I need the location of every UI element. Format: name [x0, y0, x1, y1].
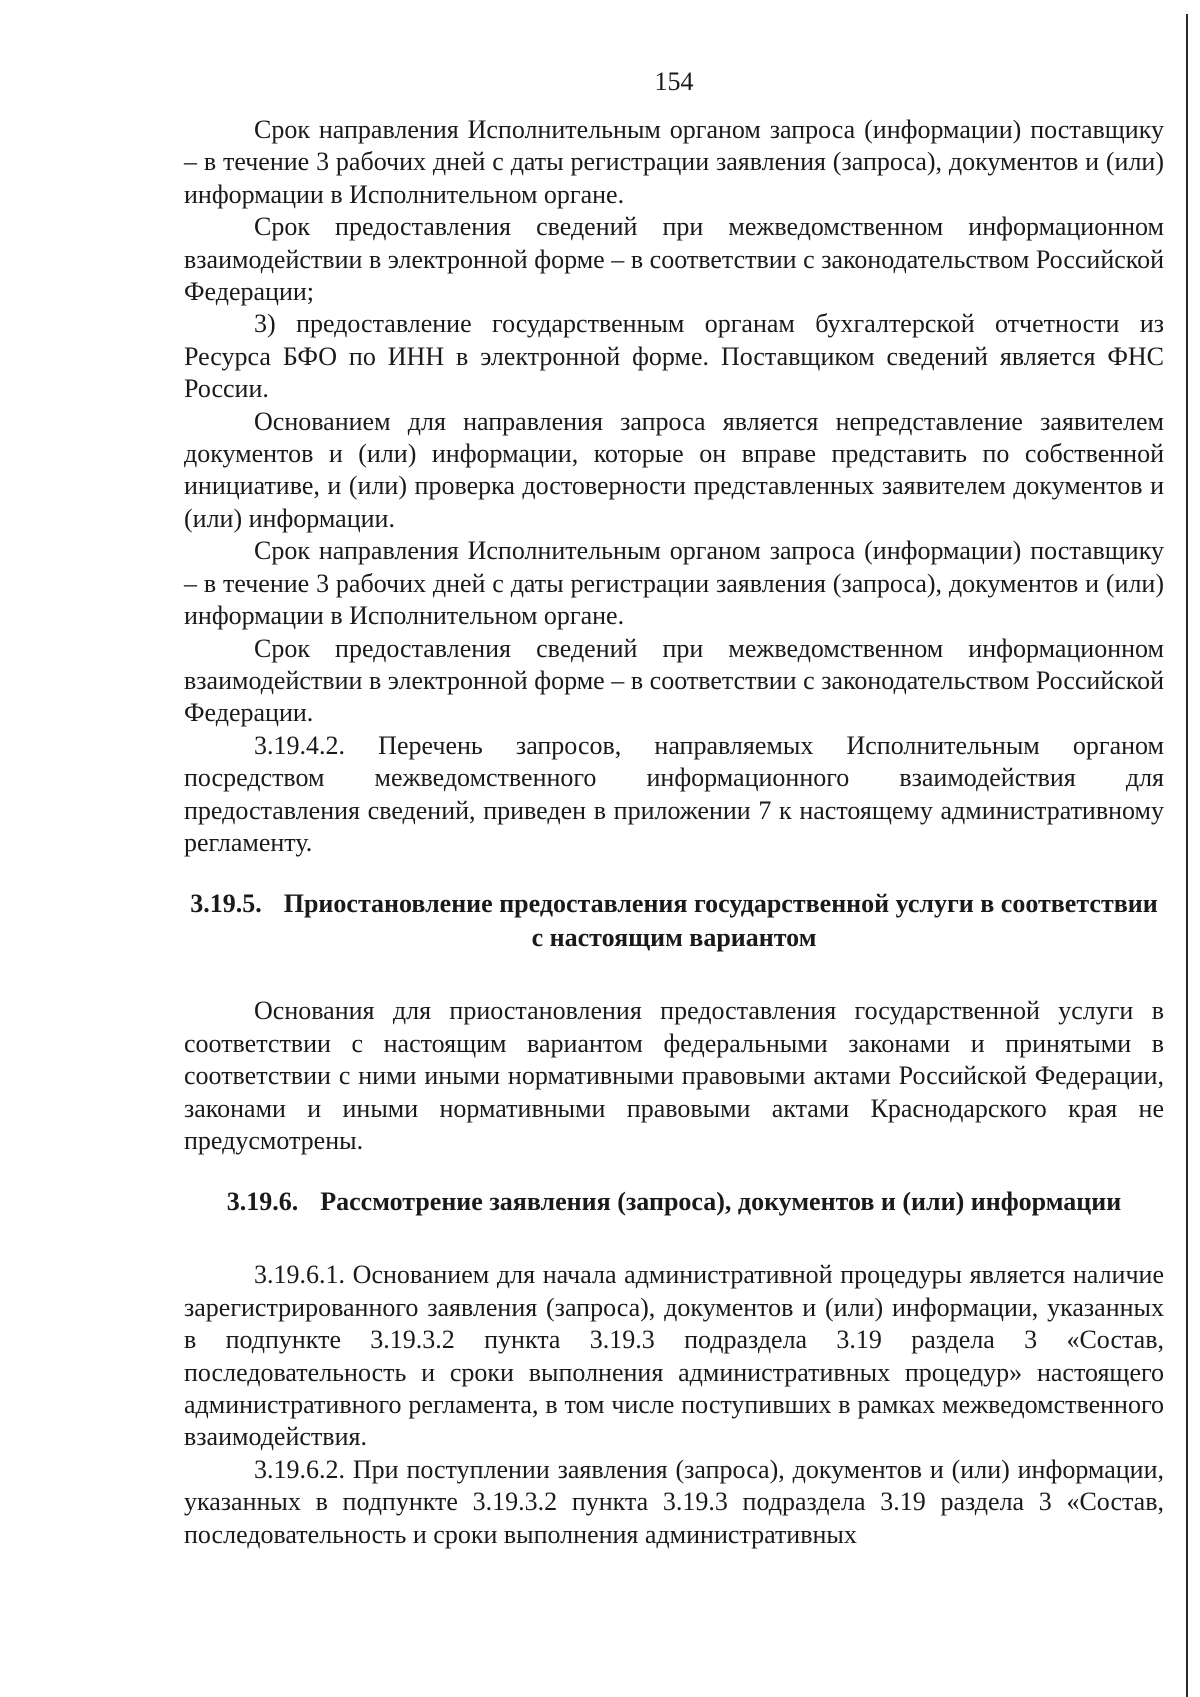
paragraph: Срок направления Исполнительным органом запроса (информации) поставщику – в течение 3 рабочих дней с даты регистрации заявления (запроса), документов и (или) информации в Исполнительном органе. [184, 115, 1164, 209]
paragraph: 3.19.6.2. При поступлении заявления (запроса), документов и (или) информации, указанных в подпункте 3.19.3.2 пункта 3.19.3 подраздела 3.19 раздела 3 «Состав, последовательность и сроки выполнения административных [184, 1454, 1164, 1549]
paragraph: 3) предоставление государственным органам бухгалтерской отчетности из Ресурса БФО по ИНН в электронной форме. Поставщиком сведений является ФНС России. [184, 309, 1164, 404]
section-heading-3-19-6 [184, 1185, 1164, 1219]
section-number: 3.19.6. [226, 1187, 299, 1217]
paragraph: 3.19.4.2. Перечень запросов, направляемых Исполнительным органом посредством межведомственного информационного взаимодействия для предоставления сведений, приведен в приложении 7 к настоящему административному регламенту. [184, 730, 1164, 857]
paragraph: Срок направления Исполнительным органом запроса (информации) поставщику – в течение 3 рабочих дней с даты регистрации заявления (запроса), документов и (или) информации в Исполнительном органе. [184, 536, 1164, 631]
page-number: 154 [654, 67, 694, 96]
document-body [184, 64, 1164, 1551]
section-heading-3-19-5 [184, 887, 1164, 955]
section-title: Приостановление предоставления государственной услуги в соответствии с настоящим вариантом [283, 889, 1158, 953]
paragraph: 3.19.6.1. Основанием для начала административной процедуры является наличие зарегистрированного заявления (запроса), документов и (или) информации, указанных в подпункте 3.19.3.2 пункта 3.19.3 подраздела 3.19 раздела 3 «Состав, последовательность и сроки выполнения административных процедур» настоящего административного регламента, в том числе поступивших в рамках межведомственного взаимодействия. [184, 1260, 1164, 1452]
paragraph: Основанием для направления запроса является непредставление заявителем документов и (или) информации, которые он вправе представить по собственной инициативе, и (или) проверка достоверности представленных заявителем документов и (или) информации. [184, 406, 1164, 533]
paragraph: Основания для приостановления предоставления государственной услуги в соответствии с настоящим вариантом федеральными законами и принятыми в соответствии с ними иными нормативными правовыми актами Российской Федерации, законами и иными нормативными правовыми актами Краснодарского края не предусмотрены. [184, 996, 1164, 1155]
paragraph: Срок предоставления сведений при межведомственном информационном взаимодействии в электронной форме – в соответствии с законодательством Российской Федерации. [184, 633, 1164, 728]
page-margin-line [1186, 14, 1188, 1697]
section-number: 3.19.5. [190, 889, 262, 919]
section-title: Рассмотрение заявления (запроса), документов и (или) информации [320, 1187, 1122, 1217]
paragraph: Срок предоставления сведений при межведомственном информационном взаимодействии в электронной форме – в соответствии с законодательством Российской Федерации; [184, 212, 1164, 307]
